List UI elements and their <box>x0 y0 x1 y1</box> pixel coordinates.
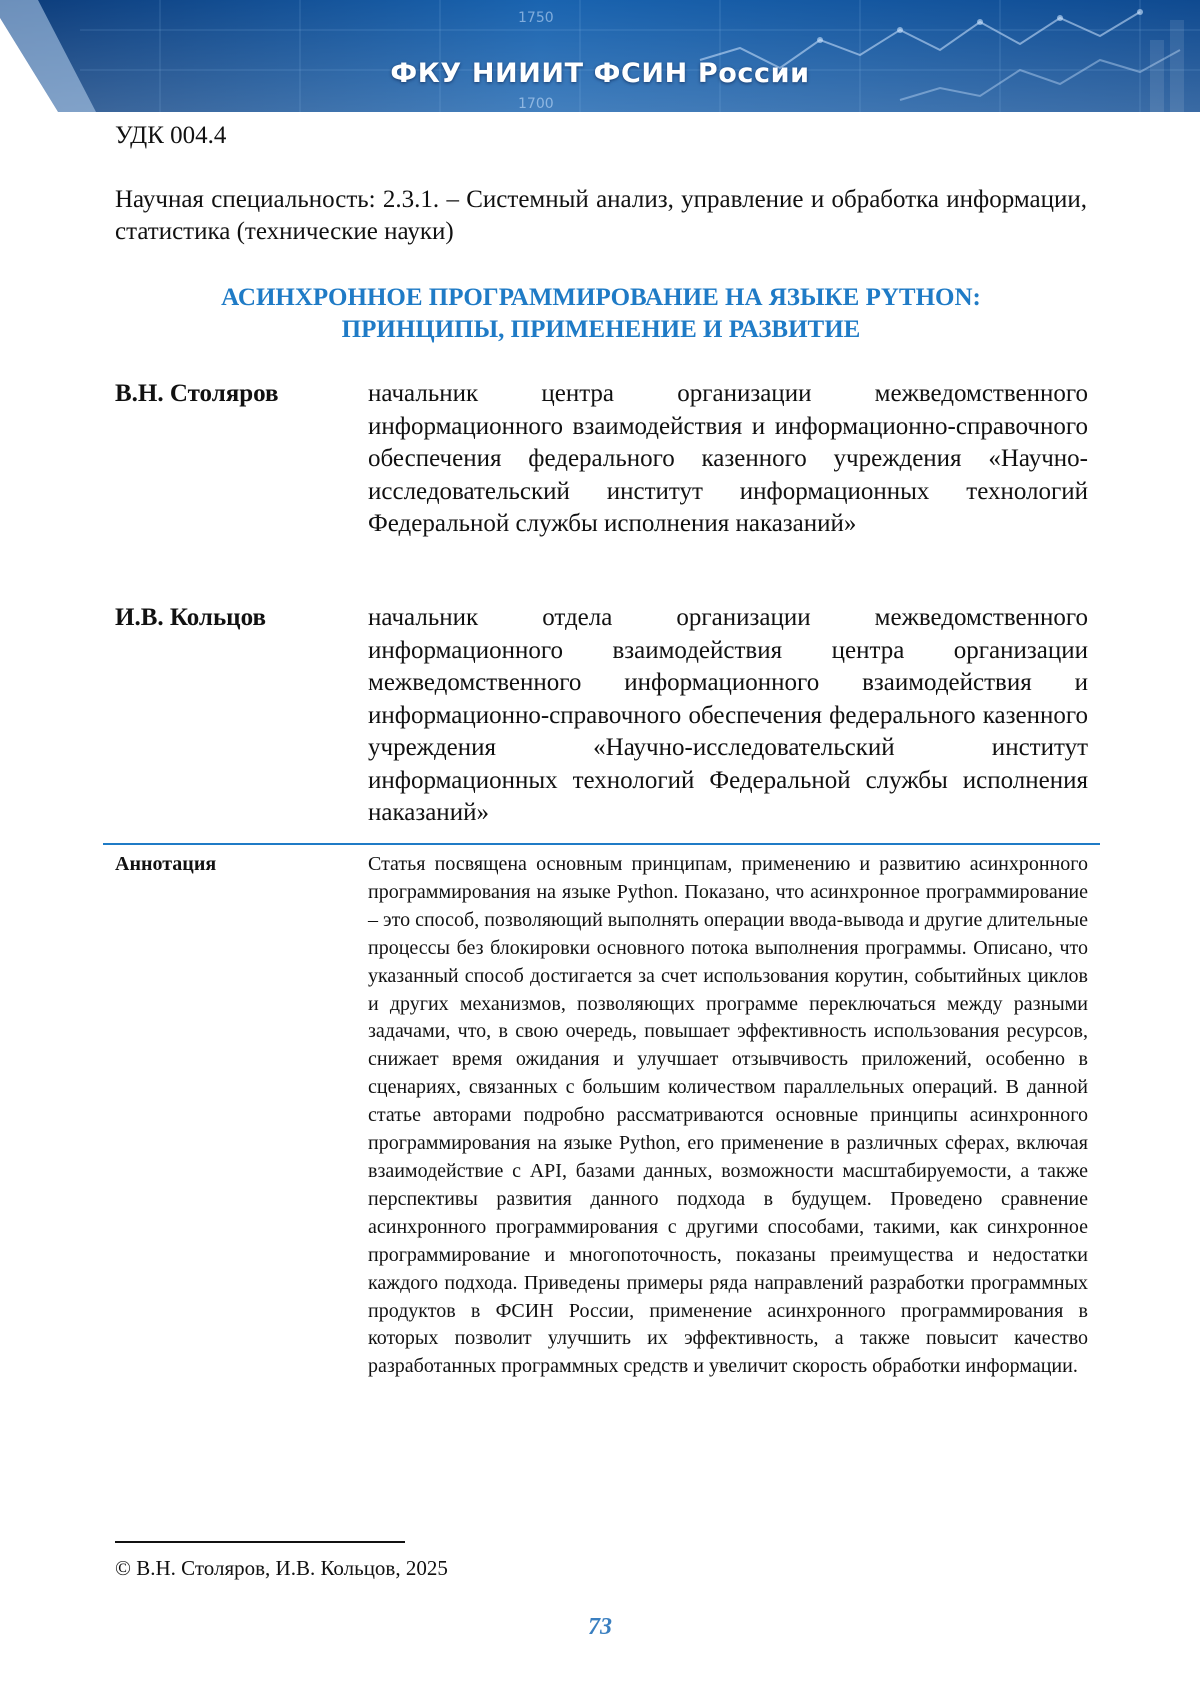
article-title-line-2: ПРИНЦИПЫ, ПРИМЕНЕНИЕ И РАЗВИТИЕ <box>115 314 1087 346</box>
page-number: 73 <box>0 1614 1200 1641</box>
scientific-specialty: Научная специальность: 2.3.1. – Системный анализ, управление и обработка информации, статистика (технические науки) <box>115 184 1087 248</box>
author-affiliation-2: начальник отдела организации межведомственного информационного взаимодействия центра организации межведомственного информационного взаимодействия и информационно-справочного обеспечения федерального казенного учреждения «Научно-исследовательский институт информационных технологий Федеральной службы исполнения наказаний» <box>368 602 1088 830</box>
abstract-text: Статья посвящена основным принципам, применению и развитию асинхронного программирования на языке Python. Показано, что асинхронное программирование – это способ, позволяющий выполнять операции ввода-вывода и другие длительные процессы без блокировки основного потока выполнения программы. Описано, что указанный способ достигается за счет использования корутин, событийных циклов и других механизмов, позволяющих программе переключаться между разными задачами, что, в свою очередь, повышает эффективность использования ресурсов, снижает время ожидания и улучшает отзывчивость приложений, особенно в сценариях, связанных с большим количеством параллельных операций. В данной статье авторами подробно рассматриваются основные принципы асинхронного программирования на языке Python, его применение в различных сферах, включая взаимодействие с API, базами данных, возможности масштабируемости, а также перспективы развития данного подхода в будущем. Проведено сравнение асинхронного программирования с другими способами, такими, как синхронное программирование и многопоточность, показаны преимущества и недостатки каждого подхода. Приведены примеры ряда направлений разработки программных продуктов в ФСИН России, применение асинхронного программирования в которых позволит улучшить их эффективность, а также повысит качество разработанных программных средств и увеличит скорость обработки информации. <box>368 851 1088 1381</box>
copyright-note: © В.Н. Столяров, И.В. Кольцов, 2025 <box>115 1556 448 1581</box>
banner-decor-number-1: 1750 <box>518 10 554 26</box>
article-title <box>115 282 1087 346</box>
author-name-1: В.Н. Столяров <box>115 378 279 410</box>
banner-decor-number-2: 1700 <box>518 96 554 112</box>
abstract-label: Аннотация <box>115 851 216 879</box>
header-banner <box>0 0 1200 112</box>
udk-code: УДК 004.4 <box>115 122 226 150</box>
banner-graphic <box>0 0 1200 112</box>
section-divider <box>103 843 1100 845</box>
author-affiliation-1: начальник центра организации межведомственного информационного взаимодействия и информационно-справочного обеспечения федерального казенного учреждения «Научно-исследовательский институт информационных технологий Федеральной службы исполнения наказаний» <box>368 378 1088 541</box>
footnote-rule <box>115 1541 405 1543</box>
author-name-2: И.В. Кольцов <box>115 602 266 634</box>
journal-title: ФКУ НИИИТ ФСИН России <box>0 58 1200 89</box>
article-title-line-1: АСИНХРОННОЕ ПРОГРАММИРОВАНИЕ НА ЯЗЫКЕ PYTHON: <box>115 282 1087 314</box>
